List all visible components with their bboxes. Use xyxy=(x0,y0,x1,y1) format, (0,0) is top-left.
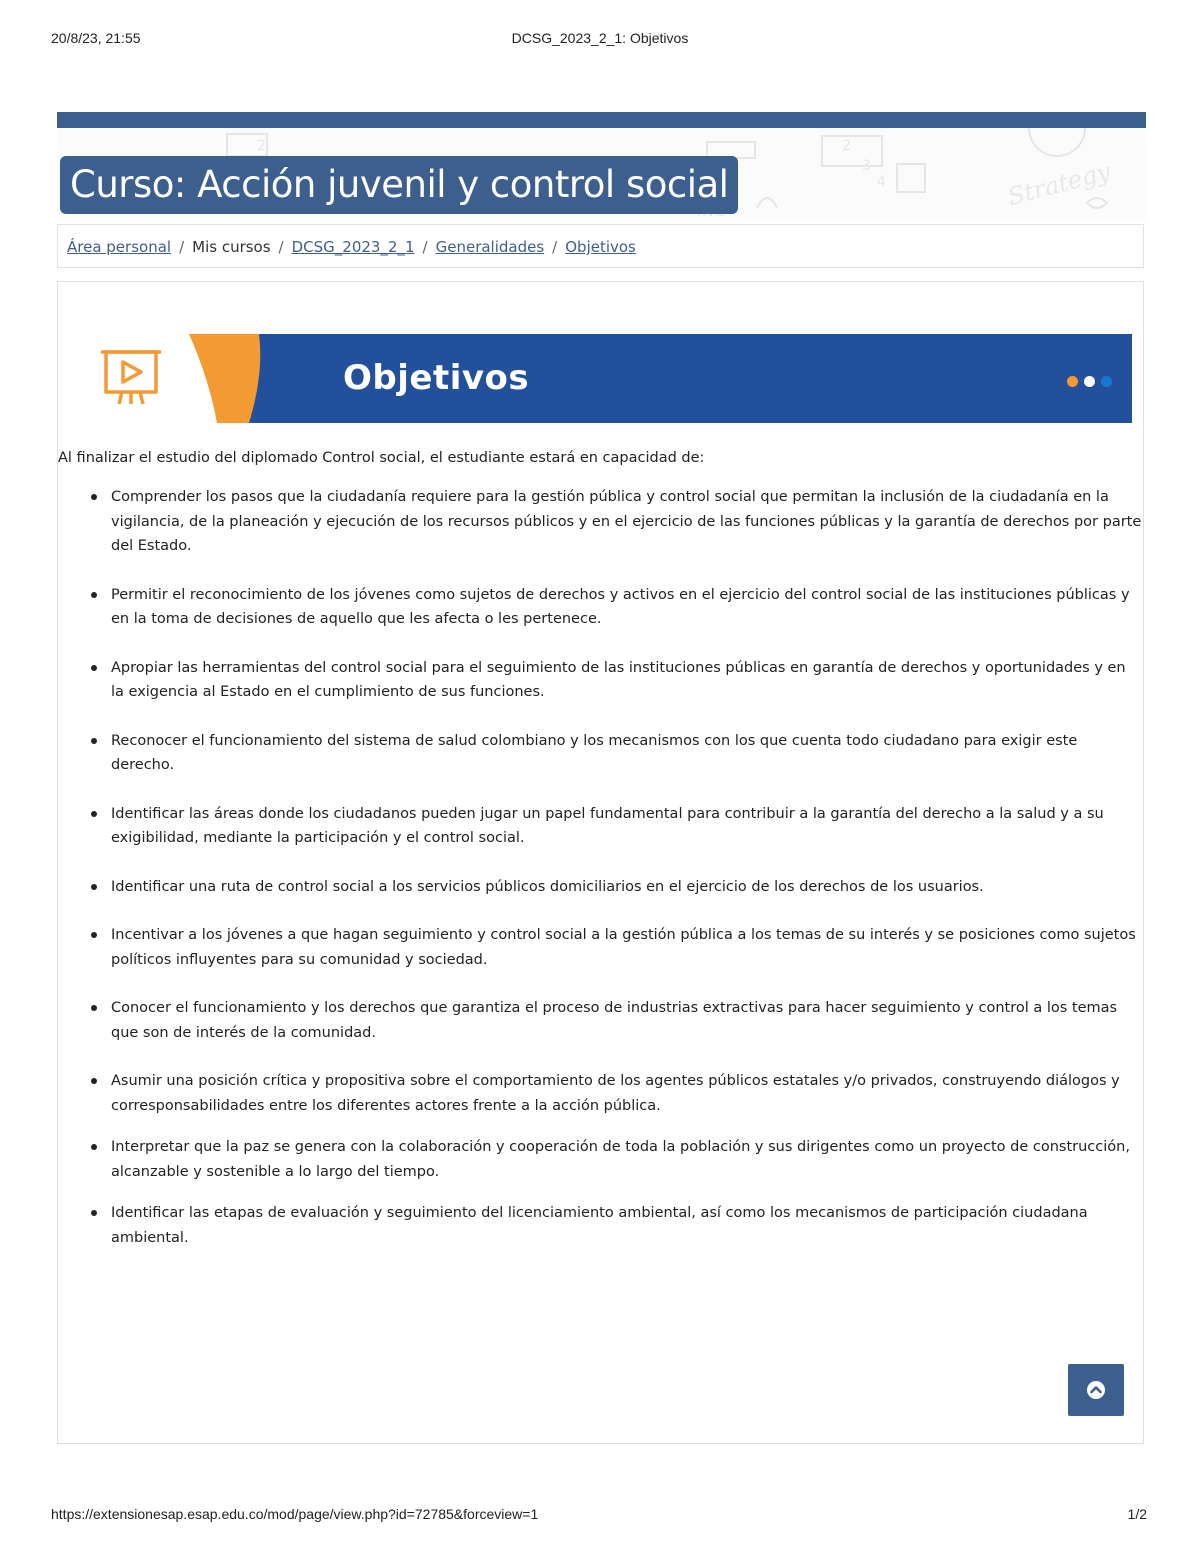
breadcrumb-separator: / xyxy=(179,238,185,256)
breadcrumb-area-personal[interactable]: Área personal xyxy=(67,238,172,256)
svg-text:3: 3 xyxy=(862,158,871,174)
dot-orange xyxy=(1067,376,1078,387)
breadcrumb-objetivos[interactable]: Objetivos xyxy=(565,238,636,256)
list-item: Identificar las etapas de evaluación y seguimiento del licenciamiento ambiental, así como los mecanismos de participación ciudadana ambiental. xyxy=(58,1201,1143,1250)
dot-white xyxy=(1084,376,1095,387)
svg-text:2: 2 xyxy=(257,138,266,154)
print-date: 20/8/23, 21:55 xyxy=(51,30,141,46)
banner-check-shape xyxy=(89,334,349,423)
course-title: Curso: Acción juvenil y control social xyxy=(60,156,738,214)
breadcrumb xyxy=(57,224,1144,268)
breadcrumb-separator: / xyxy=(422,238,428,256)
list-item: Asumir una posición crítica y propositiva sobre el comportamiento de los agentes públicos estatales y/o privados, construyendo diálogos y corresponsabilidades entre los diferentes actores frente a la acción pública. xyxy=(58,1069,1143,1118)
print-page-title: DCSG_2023_2_1: Objetivos xyxy=(511,30,689,46)
list-item: Identificar una ruta de control social a los servicios públicos domiciliarios en el ejercicio de los derechos de los usuarios. xyxy=(58,875,1143,900)
objectives-list xyxy=(58,485,1143,1250)
banner-dots xyxy=(1061,372,1112,391)
print-footer xyxy=(0,1506,1200,1526)
list-item: Comprender los pasos que la ciudadanía requiere para la gestión pública y control social que permitan la inclusión de la ciudadanía en la vigilancia, de la planeación y ejecución de los recursos públicos y en el ejercicio de las funciones públicas y la garantía de derechos por parte del Estado. xyxy=(58,485,1143,559)
breadcrumb-course[interactable]: DCSG_2023_2_1 xyxy=(291,238,415,256)
list-item: Reconocer el funcionamiento del sistema de salud colombiano y los mecanismos con los que cuenta todo ciudadano para exigir este derecho. xyxy=(58,729,1143,778)
svg-text:4: 4 xyxy=(877,174,886,190)
svg-text:2: 2 xyxy=(842,138,851,154)
svg-text:Strategy: Strategy xyxy=(1004,157,1114,212)
dot-blue xyxy=(1101,376,1112,387)
breadcrumb-mis-cursos: Mis cursos xyxy=(192,238,271,256)
intro-text: Al finalizar el estudio del diplomado Control social, el estudiante estará en capacidad de: xyxy=(58,450,705,466)
breadcrumb-separator: / xyxy=(552,238,558,256)
banner-title: Objetivos xyxy=(343,358,530,398)
list-item: Apropiar las herramientas del control social para el seguimiento de las instituciones públicas en garantía de derechos y oportunidades y en la exigencia al Estado en el cumplimiento de sus funciones. xyxy=(58,656,1143,705)
print-url: https://extensionesap.esap.edu.co/mod/page/view.php?id=72785&forceview=1 xyxy=(51,1506,539,1522)
scroll-to-top-button[interactable] xyxy=(1068,1364,1124,1416)
top-color-bar xyxy=(57,112,1146,128)
list-item: Incentivar a los jóvenes a que hagan seguimiento y control social a la gestión pública a los temas de su interés y se posiciones como sujetos políticos influyentes para su comunidad y sociedad. xyxy=(58,923,1143,972)
list-item: Conocer el funcionamiento y los derechos que garantiza el proceso de industrias extractivas para hacer seguimiento y control a los temas que son de interés de la comunidad. xyxy=(58,996,1143,1045)
list-item: Permitir el reconocimiento de los jóvenes como sujetos de derechos y activos en el ejercicio del control social de las instituciones públicas y en la toma de decisiones de aquello que les afecta o les pertenece. xyxy=(58,583,1143,632)
presentation-icon xyxy=(101,352,161,404)
list-item: Interpretar que la paz se genera con la colaboración y cooperación de toda la población y sus dirigentes como un proyecto de construcción, alcanzable y sostenible a lo largo del tiempo. xyxy=(58,1135,1143,1184)
list-item: Identificar las áreas donde los ciudadanos pueden jugar un papel fundamental para contribuir a la garantía del derecho a la salud y a su exigibilidad, mediante la participación y el control social. xyxy=(58,802,1143,851)
breadcrumb-separator: / xyxy=(278,238,284,256)
objectives-banner xyxy=(89,334,1132,423)
page-number: 1/2 xyxy=(1127,1506,1147,1522)
chevron-up-icon xyxy=(1086,1380,1106,1400)
print-header xyxy=(0,30,1200,50)
breadcrumb-generalidades[interactable]: Generalidades xyxy=(435,238,545,256)
